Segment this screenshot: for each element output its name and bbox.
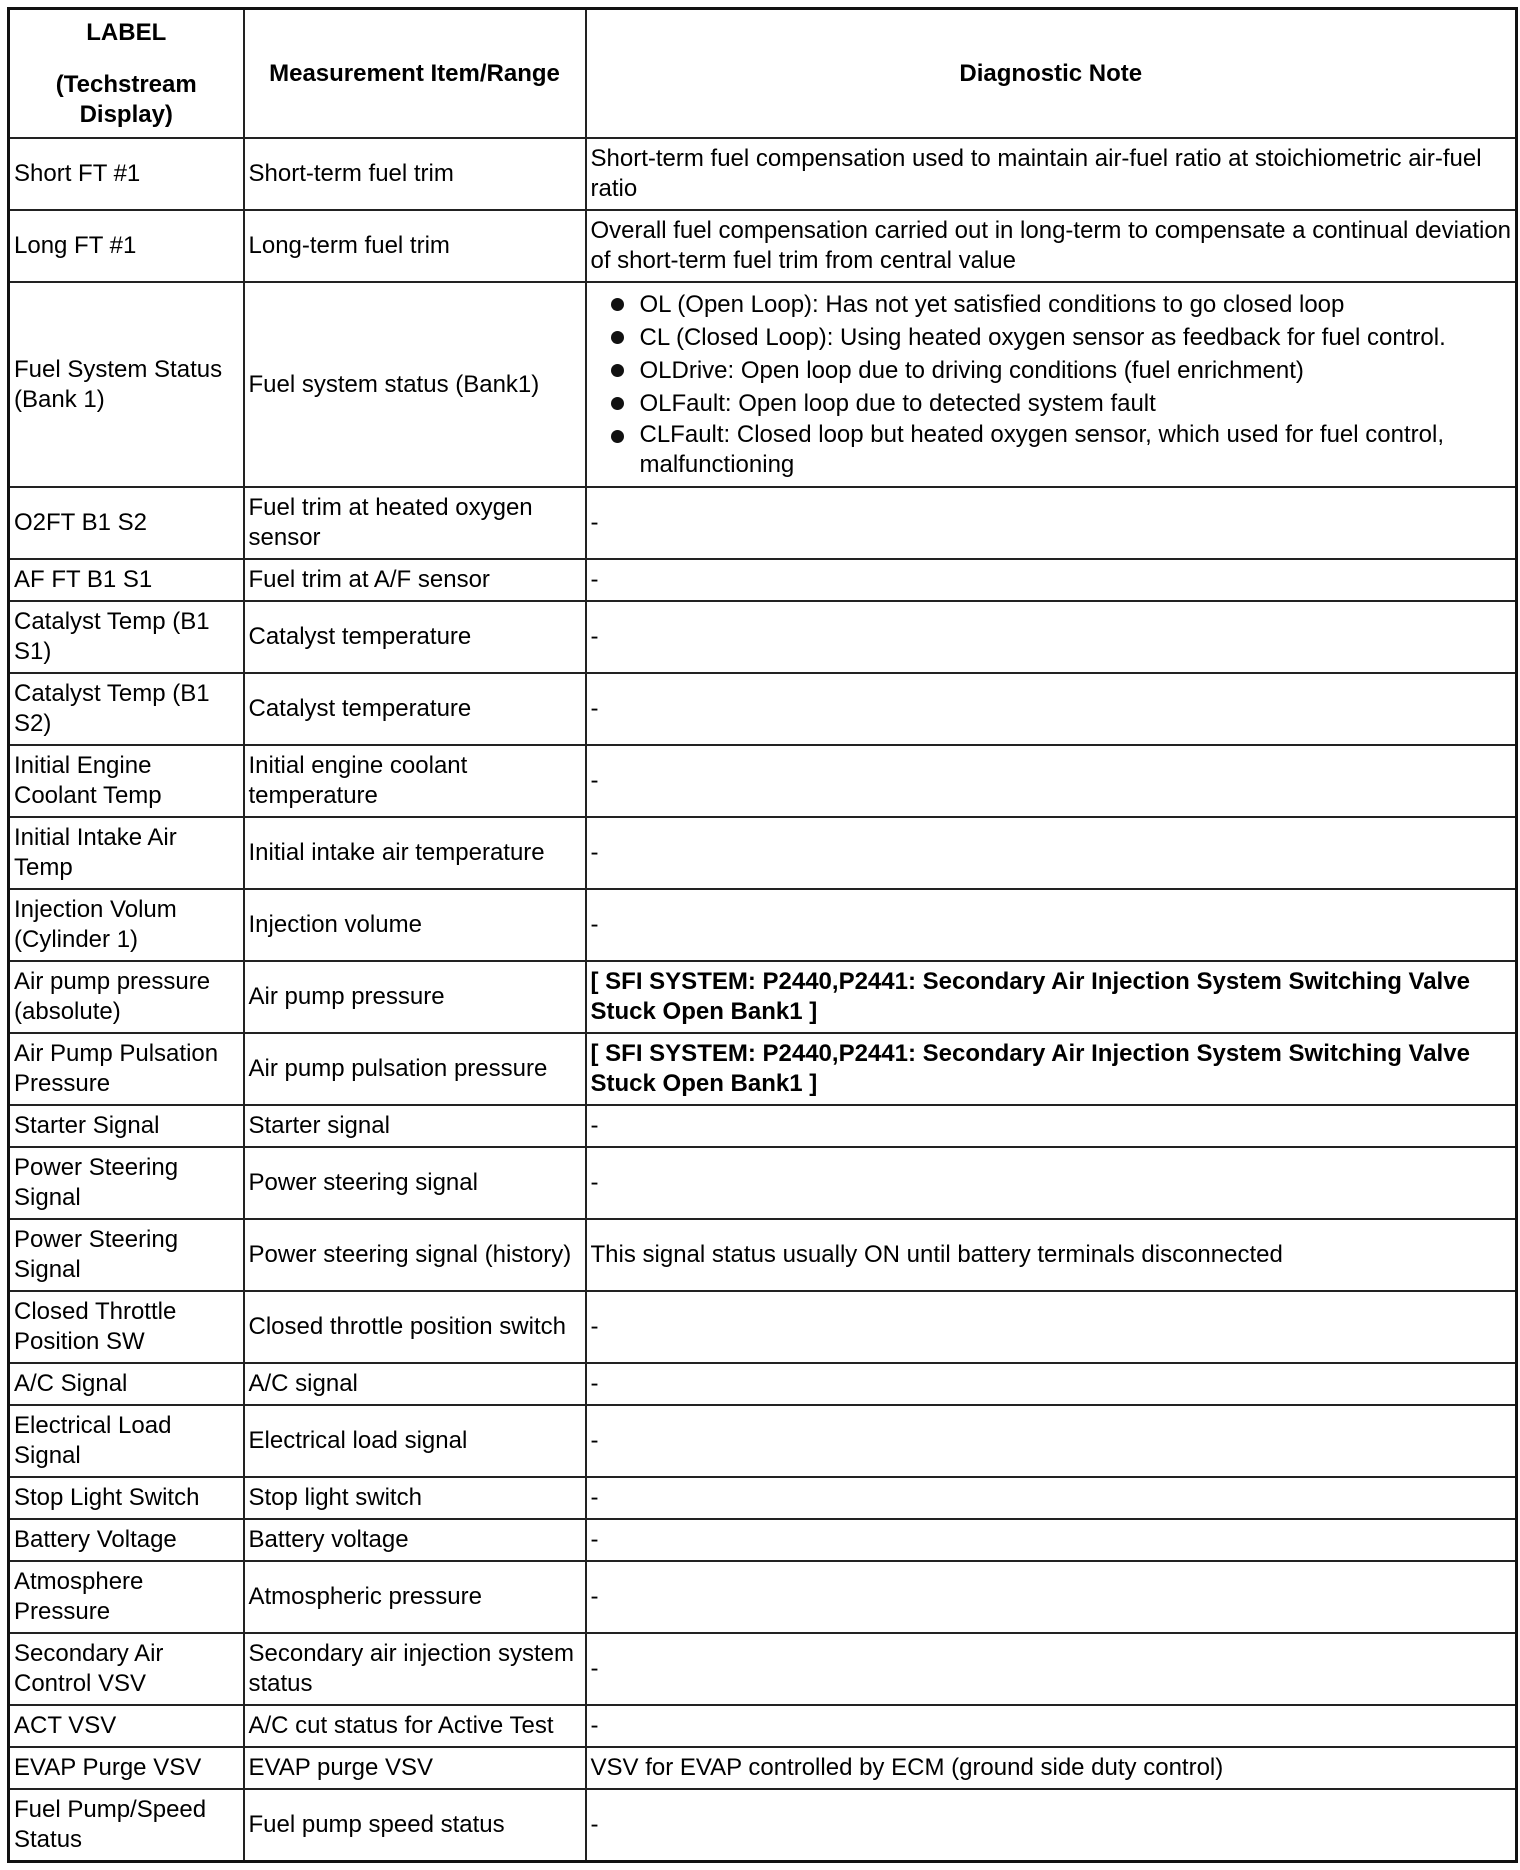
cell-measurement: Fuel trim at A/F sensor xyxy=(244,559,586,601)
cell-diagnostic-note: Overall fuel compensation carried out in long-term to compensate a continual deviation of short-term fuel trim from central value xyxy=(586,210,1517,282)
cell-label: Battery Voltage xyxy=(9,1519,244,1561)
note-list-item-text: OL (Open Loop): Has not yet satisfied conditions to go closed loop xyxy=(639,291,1345,318)
bullet-icon xyxy=(611,364,624,377)
cell-measurement: Long-term fuel trim xyxy=(244,210,586,282)
header-measurement: Measurement Item/Range xyxy=(244,9,586,139)
cell-diagnostic-note: - xyxy=(586,673,1517,745)
table-header-row xyxy=(9,9,1517,139)
header-label-line2: (Techstream xyxy=(55,70,197,98)
note-list-item xyxy=(611,288,1512,321)
cell-label: Starter Signal xyxy=(9,1105,244,1147)
data-list-table xyxy=(7,7,1518,1863)
cell-diagnostic-note: - xyxy=(586,817,1517,889)
cell-measurement: Closed throttle position switch xyxy=(244,1291,586,1363)
note-list-item xyxy=(611,420,1512,481)
table-row xyxy=(9,1477,1517,1519)
bullet-icon xyxy=(611,430,624,443)
cell-measurement: Power steering signal xyxy=(244,1147,586,1219)
cell-measurement: Initial engine coolant temperature xyxy=(244,745,586,817)
cell-diagnostic-note: - xyxy=(586,1477,1517,1519)
cell-label: Closed Throttle Position SW xyxy=(9,1291,244,1363)
note-list-item xyxy=(611,321,1512,354)
cell-diagnostic-note: This signal status usually ON until battery terminals disconnected xyxy=(586,1219,1517,1291)
cell-diagnostic-note: - xyxy=(586,1561,1517,1633)
table-row xyxy=(9,745,1517,817)
cell-label: Catalyst Temp (B1 S2) xyxy=(9,673,244,745)
bullet-icon xyxy=(611,298,624,311)
cell-label: Power Steering Signal xyxy=(9,1147,244,1219)
table-row xyxy=(9,889,1517,961)
header-label xyxy=(9,9,244,139)
cell-diagnostic-note: - xyxy=(586,559,1517,601)
header-diagnostic-note: Diagnostic Note xyxy=(586,9,1517,139)
table-row xyxy=(9,487,1517,559)
header-label-line1: LABEL xyxy=(86,18,167,46)
cell-label: Fuel System Status (Bank 1) xyxy=(9,282,244,487)
table-row xyxy=(9,1291,1517,1363)
cell-label: A/C Signal xyxy=(9,1363,244,1405)
cell-measurement: Fuel pump speed status xyxy=(244,1789,586,1861)
cell-measurement: Stop light switch xyxy=(244,1477,586,1519)
table-row xyxy=(9,210,1517,282)
cell-diagnostic-note: - xyxy=(586,601,1517,673)
cell-diagnostic-note: - xyxy=(586,1363,1517,1405)
cell-label: Atmosphere Pressure xyxy=(9,1561,244,1633)
table-row xyxy=(9,1105,1517,1147)
cell-measurement: Fuel system status (Bank1) xyxy=(244,282,586,487)
cell-diagnostic-note: - xyxy=(586,1105,1517,1147)
cell-label: EVAP Purge VSV xyxy=(9,1747,244,1789)
cell-label: Catalyst Temp (B1 S1) xyxy=(9,601,244,673)
cell-measurement: A/C signal xyxy=(244,1363,586,1405)
note-bullet-list xyxy=(591,288,1512,481)
cell-diagnostic-note: - xyxy=(586,1291,1517,1363)
cell-diagnostic-note: [ SFI SYSTEM: P2440,P2441: Secondary Air Injection System Switching Valve Stuck Open Bank1 ] xyxy=(586,1033,1517,1105)
table-row xyxy=(9,1363,1517,1405)
note-list-item-text: OLDrive: Open loop due to driving conditions (fuel enrichment) xyxy=(639,357,1304,384)
cell-label: Fuel Pump/Speed Status xyxy=(9,1789,244,1861)
table-row xyxy=(9,1705,1517,1747)
cell-diagnostic-note: Short-term fuel compensation used to maintain air-fuel ratio at stoichiometric air-fuel ratio xyxy=(586,138,1517,210)
cell-diagnostic-note: [ SFI SYSTEM: P2440,P2441: Secondary Air Injection System Switching Valve Stuck Open Bank1 ] xyxy=(586,961,1517,1033)
cell-label: O2FT B1 S2 xyxy=(9,487,244,559)
cell-measurement: Secondary air injection system status xyxy=(244,1633,586,1705)
cell-measurement: Fuel trim at heated oxygen sensor xyxy=(244,487,586,559)
cell-diagnostic-note: - xyxy=(586,1405,1517,1477)
cell-measurement: Air pump pulsation pressure xyxy=(244,1033,586,1105)
table-row xyxy=(9,961,1517,1033)
cell-label: Air pump pressure (absolute) xyxy=(9,961,244,1033)
cell-label: Injection Volum (Cylinder 1) xyxy=(9,889,244,961)
cell-measurement: Electrical load signal xyxy=(244,1405,586,1477)
cell-label: Electrical Load Signal xyxy=(9,1405,244,1477)
cell-measurement: EVAP purge VSV xyxy=(244,1747,586,1789)
cell-diagnostic-note: - xyxy=(586,1705,1517,1747)
cell-label: Power Steering Signal xyxy=(9,1219,244,1291)
cell-label: Short FT #1 xyxy=(9,138,244,210)
cell-diagnostic-note: - xyxy=(586,1147,1517,1219)
table-row xyxy=(9,817,1517,889)
cell-measurement: Short-term fuel trim xyxy=(244,138,586,210)
cell-diagnostic-note: - xyxy=(586,1789,1517,1861)
cell-measurement: Injection volume xyxy=(244,889,586,961)
table-row xyxy=(9,673,1517,745)
cell-diagnostic-note: - xyxy=(586,487,1517,559)
cell-diagnostic-note: - xyxy=(586,889,1517,961)
note-list-item xyxy=(611,354,1512,387)
table-row xyxy=(9,1561,1517,1633)
note-list-item xyxy=(611,387,1512,420)
cell-diagnostic-note: - xyxy=(586,745,1517,817)
table-row xyxy=(9,601,1517,673)
cell-diagnostic-note: - xyxy=(586,1633,1517,1705)
cell-label: ACT VSV xyxy=(9,1705,244,1747)
table-row xyxy=(9,138,1517,210)
cell-measurement: Power steering signal (history) xyxy=(244,1219,586,1291)
table-row xyxy=(9,1219,1517,1291)
cell-label: Stop Light Switch xyxy=(9,1477,244,1519)
table-row xyxy=(9,1147,1517,1219)
cell-measurement: Battery voltage xyxy=(244,1519,586,1561)
cell-measurement: Starter signal xyxy=(244,1105,586,1147)
cell-measurement: Atmospheric pressure xyxy=(244,1561,586,1633)
cell-measurement: Catalyst temperature xyxy=(244,673,586,745)
cell-label: Long FT #1 xyxy=(9,210,244,282)
note-list-item-text: CL (Closed Loop): Using heated oxygen sensor as feedback for fuel control. xyxy=(639,324,1446,351)
table-row xyxy=(9,1747,1517,1789)
cell-label: Initial Engine Coolant Temp xyxy=(9,745,244,817)
note-list-item-text: OLFault: Open loop due to detected system fault xyxy=(639,390,1156,417)
cell-label: AF FT B1 S1 xyxy=(9,559,244,601)
table-row xyxy=(9,1789,1517,1861)
cell-label: Secondary Air Control VSV xyxy=(9,1633,244,1705)
table-row xyxy=(9,559,1517,601)
note-list-item-text: CLFault: Closed loop but heated oxygen sensor, which used for fuel control, malfunctioning xyxy=(639,421,1444,478)
table-row xyxy=(9,282,1517,487)
cell-label: Initial Intake Air Temp xyxy=(9,817,244,889)
table-row xyxy=(9,1033,1517,1105)
cell-measurement: Air pump pressure xyxy=(244,961,586,1033)
table-row xyxy=(9,1519,1517,1561)
table-row xyxy=(9,1633,1517,1705)
cell-diagnostic-note: - xyxy=(586,1519,1517,1561)
bullet-icon xyxy=(611,331,624,344)
cell-diagnostic-note: VSV for EVAP controlled by ECM (ground side duty control) xyxy=(586,1747,1517,1789)
cell-measurement: Catalyst temperature xyxy=(244,601,586,673)
cell-measurement: Initial intake air temperature xyxy=(244,817,586,889)
table-row xyxy=(9,1405,1517,1477)
bullet-icon xyxy=(611,397,624,410)
cell-label: Air Pump Pulsation Pressure xyxy=(9,1033,244,1105)
header-label-line3: Display) xyxy=(79,100,173,128)
cell-diagnostic-note xyxy=(586,282,1517,487)
cell-measurement: A/C cut status for Active Test xyxy=(244,1705,586,1747)
